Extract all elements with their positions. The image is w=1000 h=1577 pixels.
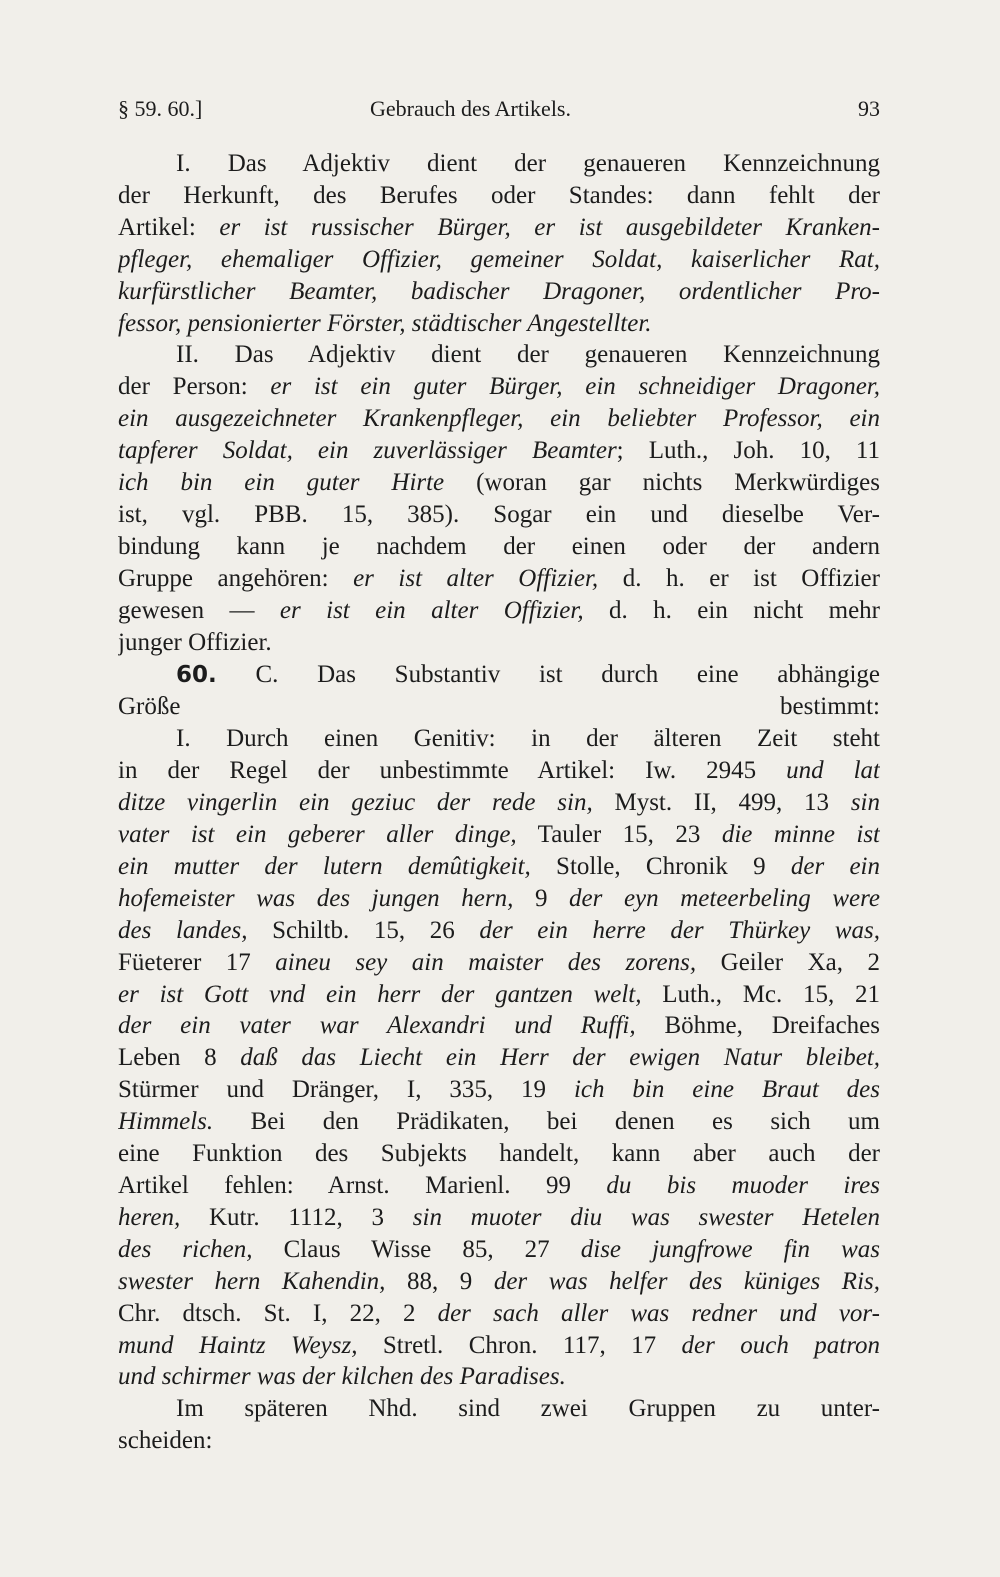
text-run: er ist ein guter Bürger, ein schneidiger Dragoner, bbox=[270, 373, 880, 401]
text-run: (woran gar nichts Merkwürdiges bbox=[444, 469, 880, 497]
text-run: Stürmer und Dränger, I, 335, 19 bbox=[118, 1076, 574, 1104]
text-line bbox=[118, 1106, 880, 1138]
text-line bbox=[118, 1170, 880, 1202]
text-run: Schiltb. 15, 26 bbox=[247, 916, 480, 944]
text-run: sin muoter diu was swester Hetelen bbox=[412, 1203, 880, 1231]
text-line bbox=[118, 787, 880, 819]
text-line bbox=[118, 883, 880, 915]
page-number: 93 bbox=[858, 96, 880, 121]
text-line bbox=[118, 691, 880, 723]
text-run: er ist Gott vnd ein herr der gantzen welt, bbox=[118, 980, 642, 1008]
text-run: die minne ist bbox=[721, 821, 880, 849]
text-run: der ein vater war Alexandri und Ruffi, bbox=[118, 1012, 636, 1040]
text-line bbox=[118, 148, 880, 180]
text-run: ist, vgl. PBB. 15, 385). Sogar ein und dieselbe Ver- bbox=[118, 500, 880, 528]
text-line bbox=[118, 1361, 880, 1393]
text-line bbox=[118, 819, 880, 851]
text-line bbox=[118, 371, 880, 403]
text-run: I. Durch einen Genitiv: in der älteren Zeit steht bbox=[176, 725, 880, 753]
text-line bbox=[118, 1330, 880, 1362]
text-run: fessor, pensionierter Förster, städtischer Angestellter. bbox=[118, 309, 652, 337]
text-run: ich bin eine Braut des bbox=[573, 1076, 880, 1104]
text-run: Bei den Prädikaten, bei denen es sich um bbox=[213, 1108, 880, 1136]
text-line bbox=[118, 212, 880, 244]
text-line bbox=[118, 755, 880, 787]
text-run: des landes, bbox=[118, 916, 248, 944]
text-run: ein ausgezeichneter Krankenpfleger, ein beliebter Professor, ein bbox=[118, 405, 880, 433]
text-run: und lat bbox=[786, 757, 880, 785]
text-run: Luth., Mc. 15, 21 bbox=[641, 980, 880, 1008]
text-line bbox=[118, 851, 880, 883]
text-run: daß das Liecht ein Herr der ewigen Natur bleibet, bbox=[240, 1044, 880, 1072]
text-run: und schirmer was der kilchen des Paradises. bbox=[118, 1363, 566, 1391]
text-run: heren, bbox=[118, 1203, 181, 1231]
text-line bbox=[118, 1234, 880, 1266]
text-line bbox=[118, 1010, 880, 1042]
text-run: mund Haintz Weysz, bbox=[118, 1331, 358, 1359]
text-run: ditze vingerlin ein geziuc der rede sin, bbox=[118, 789, 593, 817]
text-run: Gruppe angehören: bbox=[118, 564, 354, 592]
section-number: 60. bbox=[176, 661, 217, 688]
text-run: der Herkunft, des Berufes oder Standes: dann fehlt der bbox=[118, 181, 880, 209]
text-run: Im späteren Nhd. sind zwei Gruppen zu unter- bbox=[176, 1395, 880, 1423]
text-line bbox=[118, 1393, 880, 1425]
text-line bbox=[118, 1266, 880, 1298]
text-line bbox=[118, 435, 880, 467]
text-line bbox=[118, 1298, 880, 1330]
header-title: Gebrauch des Artikels. bbox=[370, 96, 571, 121]
text-run: junger Offizier. bbox=[118, 628, 272, 656]
text-line bbox=[118, 403, 880, 435]
text-line bbox=[118, 276, 880, 308]
text-run: Größe bestimmt: bbox=[118, 693, 880, 721]
running-header bbox=[118, 96, 880, 130]
text-line bbox=[118, 339, 880, 371]
text-run: eine Funktion des Subjekts handelt, kann aber auch der bbox=[118, 1140, 880, 1168]
text-run: ich bin ein guter Hirte bbox=[118, 469, 445, 497]
text-run: aineu sey ain maister des zorens, bbox=[275, 948, 697, 976]
text-line bbox=[118, 308, 880, 340]
text-run: hofemeister was des jungen hern, bbox=[118, 884, 514, 912]
text-line bbox=[118, 947, 880, 979]
text-run: er ist alter Offizier, bbox=[353, 564, 599, 592]
text-line bbox=[118, 499, 880, 531]
text-run: der eyn meteerbeling were bbox=[569, 884, 880, 912]
header-section-ref: § 59. 60.] bbox=[118, 96, 203, 121]
text-run: Claus Wisse 85, 27 bbox=[252, 1235, 581, 1263]
text-line bbox=[118, 915, 880, 947]
body-text bbox=[118, 148, 880, 1457]
text-run: des richen, bbox=[118, 1235, 253, 1263]
text-run: II. Das Adjektiv dient der genaueren Kennzeichnung bbox=[176, 341, 880, 369]
text-run: d. h. er ist Offizier bbox=[598, 564, 880, 592]
text-run: Geiler Xa, 2 bbox=[696, 948, 880, 976]
text-run: Füeterer 17 bbox=[118, 948, 276, 976]
text-line bbox=[118, 659, 880, 692]
text-line bbox=[118, 1042, 880, 1074]
text-run: der sach aller was redner und vor- bbox=[437, 1299, 880, 1327]
text-run: der ein herre der Thürkey was, bbox=[479, 916, 880, 944]
text-run: Myst. II, 499, 13 bbox=[592, 789, 851, 817]
text-line bbox=[118, 244, 880, 276]
text-run: gewesen — bbox=[118, 596, 280, 624]
text-run: kurfürstlicher Beamter, badischer Dragoner, ordentlicher Pro- bbox=[118, 277, 880, 305]
text-run: sin bbox=[850, 789, 880, 817]
text-run: scheiden: bbox=[118, 1427, 213, 1455]
text-run: Himmels. bbox=[118, 1108, 214, 1136]
text-run: Chr. dtsch. St. I, 22, 2 bbox=[118, 1299, 438, 1327]
text-run: vater ist ein geberer aller dinge, bbox=[118, 821, 517, 849]
text-line bbox=[118, 1138, 880, 1170]
text-run: Böhme, Dreifaches bbox=[635, 1012, 880, 1040]
text-run: in der Regel der unbestimmte Artikel: Iw. 2945 bbox=[118, 757, 787, 785]
text-line bbox=[118, 1074, 880, 1106]
text-run: er ist russischer Bürger, er ist ausgebildeter Kranken- bbox=[219, 213, 880, 241]
text-run: I. Das Adjektiv dient der genaueren Kennzeichnung bbox=[176, 150, 880, 177]
text-line bbox=[118, 595, 880, 627]
text-run: d. h. ein nicht mehr bbox=[583, 596, 880, 624]
text-line bbox=[118, 1202, 880, 1234]
text-run: du bis muoder ires bbox=[606, 1172, 880, 1199]
text-run: Artikel: bbox=[118, 213, 220, 241]
text-line bbox=[118, 979, 880, 1011]
text-run: 9 bbox=[513, 884, 570, 912]
text-line bbox=[118, 723, 880, 755]
text-run: Kutr. 1112, 3 bbox=[180, 1203, 413, 1231]
text-run: Tauler 15, 23 bbox=[516, 821, 722, 849]
text-run: bindung kann je nachdem der einen oder der andern bbox=[118, 532, 880, 560]
text-run: dise jungfrowe fin was bbox=[580, 1235, 880, 1263]
text-line bbox=[118, 531, 880, 563]
text-line bbox=[118, 1425, 880, 1457]
text-line bbox=[118, 467, 880, 499]
text-run: swester hern Kahendin, bbox=[118, 1267, 386, 1295]
text-run: ; Luth., Joh. 10, 11 bbox=[616, 437, 880, 465]
text-run: tapferer Soldat, ein zuverlässiger Beamter bbox=[118, 437, 617, 465]
text-run: 88, 9 bbox=[385, 1267, 494, 1295]
text-run: Stretl. Chron. 117, 17 bbox=[357, 1331, 682, 1359]
text-run: der Person: bbox=[118, 373, 271, 401]
text-run: der ein bbox=[790, 852, 880, 880]
text-line bbox=[118, 563, 880, 595]
text-run: ein mutter der lutern demûtigkeit, bbox=[118, 852, 531, 880]
text-run: er ist ein alter Offizier, bbox=[279, 596, 584, 624]
text-run: Leben 8 bbox=[118, 1044, 241, 1072]
text-run: C. Das Substantiv ist durch eine abhängige bbox=[216, 660, 880, 688]
text-run: pfleger, ehemaliger Offizier, gemeiner Soldat, kaiserlicher Rat, bbox=[118, 245, 880, 273]
text-run: der ouch patron bbox=[681, 1331, 880, 1359]
text-line bbox=[118, 180, 880, 212]
text-run: Stolle, Chronik 9 bbox=[530, 852, 791, 880]
text-line bbox=[118, 627, 880, 659]
text-run: der was helfer des küniges Ris, bbox=[493, 1267, 880, 1295]
text-run: Artikel fehlen: Arnst. Marienl. 99 bbox=[118, 1172, 607, 1199]
